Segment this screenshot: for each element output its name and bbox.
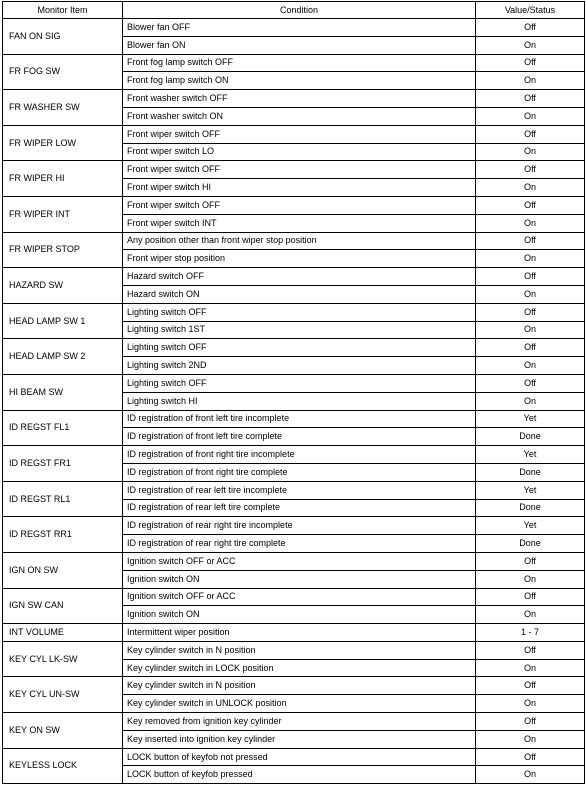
condition-cell: Front wiper switch LO (123, 143, 476, 161)
value-status-cell: Done (476, 535, 585, 553)
value-status-cell: On (476, 179, 585, 197)
condition-cell: Blower fan ON (123, 36, 476, 54)
monitor-item-cell: FR FOG SW (3, 54, 123, 90)
table-row (3, 517, 585, 535)
table-row (3, 481, 585, 499)
monitor-item-cell: FR WIPER LOW (3, 125, 123, 161)
table-row (3, 374, 585, 392)
table-row (3, 161, 585, 179)
table-row (3, 19, 585, 37)
value-status-cell: Off (476, 303, 585, 321)
value-status-cell: Off (476, 19, 585, 37)
monitor-item-cell: FR WIPER STOP (3, 232, 123, 268)
condition-cell: ID registration of front left tire incomplete (123, 410, 476, 428)
condition-cell: Front wiper stop position (123, 250, 476, 268)
value-status-cell: Done (476, 463, 585, 481)
value-status-cell: 1 - 7 (476, 624, 585, 642)
table-row (3, 641, 585, 659)
value-status-cell: Off (476, 232, 585, 250)
monitor-item-cell: HEAD LAMP SW 2 (3, 339, 123, 375)
condition-cell: Key removed from ignition key cylinder (123, 713, 476, 731)
value-status-cell: Off (476, 54, 585, 72)
condition-cell: Key cylinder switch in LOCK position (123, 659, 476, 677)
table-row (3, 339, 585, 357)
condition-cell: Any position other than front wiper stop position (123, 232, 476, 250)
condition-cell: Front wiper switch OFF (123, 161, 476, 179)
table-row (3, 268, 585, 286)
table-row (3, 196, 585, 214)
value-status-cell: On (476, 730, 585, 748)
condition-cell: Lighting switch OFF (123, 339, 476, 357)
monitor-item-cell: KEY ON SW (3, 713, 123, 749)
condition-cell: Ignition switch ON (123, 606, 476, 624)
condition-cell: Key cylinder switch in N position (123, 641, 476, 659)
condition-cell: Key cylinder switch in N position (123, 677, 476, 695)
monitor-item-cell: KEY CYL UN-SW (3, 677, 123, 713)
condition-cell: Front washer switch ON (123, 107, 476, 125)
value-status-cell: Off (476, 374, 585, 392)
condition-cell: Hazard switch ON (123, 285, 476, 303)
table-body (3, 19, 585, 784)
monitor-item-cell: IGN ON SW (3, 552, 123, 588)
condition-cell: LOCK button of keyfob not pressed (123, 748, 476, 766)
table-row (3, 713, 585, 731)
monitor-item-cell: KEY CYL LK-SW (3, 641, 123, 677)
table-row (3, 410, 585, 428)
value-status-cell: On (476, 606, 585, 624)
condition-cell: ID registration of rear left tire incomplete (123, 481, 476, 499)
value-status-cell: On (476, 357, 585, 375)
monitor-table-container (2, 1, 584, 784)
condition-cell: Lighting switch OFF (123, 303, 476, 321)
monitor-item-cell: IGN SW CAN (3, 588, 123, 624)
condition-cell: Front wiper switch OFF (123, 125, 476, 143)
value-status-cell: On (476, 695, 585, 713)
monitor-item-cell: FR WIPER HI (3, 161, 123, 197)
condition-cell: Front washer switch OFF (123, 90, 476, 108)
table-row (3, 624, 585, 642)
table-row (3, 677, 585, 695)
value-status-cell: Off (476, 677, 585, 695)
condition-cell: ID registration of rear right tire complete (123, 535, 476, 553)
table-row (3, 90, 585, 108)
monitor-item-cell: FR WASHER SW (3, 90, 123, 126)
condition-cell: ID registration of rear left tire complete (123, 499, 476, 517)
value-status-cell: Off (476, 748, 585, 766)
value-status-cell: Off (476, 552, 585, 570)
condition-cell: Front wiper switch INT (123, 214, 476, 232)
monitor-item-cell: ID REGST FR1 (3, 446, 123, 482)
value-status-cell: Off (476, 588, 585, 606)
value-status-cell: On (476, 766, 585, 784)
table-row (3, 748, 585, 766)
condition-cell: Ignition switch OFF or ACC (123, 552, 476, 570)
value-status-cell: On (476, 36, 585, 54)
condition-cell: Ignition switch OFF or ACC (123, 588, 476, 606)
value-status-cell: Off (476, 90, 585, 108)
value-status-cell: On (476, 250, 585, 268)
value-status-cell: On (476, 285, 585, 303)
condition-cell: Front wiper switch OFF (123, 196, 476, 214)
value-status-cell: Yet (476, 481, 585, 499)
condition-cell: Key cylinder switch in UNLOCK position (123, 695, 476, 713)
value-status-cell: On (476, 72, 585, 90)
condition-cell: Blower fan OFF (123, 19, 476, 37)
value-status-cell: On (476, 392, 585, 410)
monitor-item-cell: INT VOLUME (3, 624, 123, 642)
condition-cell: Lighting switch 1ST (123, 321, 476, 339)
condition-cell: ID registration of rear right tire incomplete (123, 517, 476, 535)
value-status-cell: Yet (476, 410, 585, 428)
monitor-item-cell: ID REGST RL1 (3, 481, 123, 517)
table-row (3, 446, 585, 464)
monitor-item-cell: ID REGST RR1 (3, 517, 123, 553)
condition-cell: ID registration of front left tire complete (123, 428, 476, 446)
value-status-cell: Done (476, 428, 585, 446)
condition-cell: Lighting switch HI (123, 392, 476, 410)
condition-cell: Front fog lamp switch OFF (123, 54, 476, 72)
table-row (3, 232, 585, 250)
monitor-item-cell: HAZARD SW (3, 268, 123, 304)
condition-cell: Hazard switch OFF (123, 268, 476, 286)
value-status-cell: On (476, 321, 585, 339)
value-status-cell: Off (476, 713, 585, 731)
monitor-item-cell: KEYLESS LOCK (3, 748, 123, 784)
condition-cell: Intermittent wiper position (123, 624, 476, 642)
condition-cell: ID registration of front right tire complete (123, 463, 476, 481)
value-status-cell: On (476, 214, 585, 232)
condition-cell: LOCK button of keyfob pressed (123, 766, 476, 784)
value-status-cell: Off (476, 196, 585, 214)
value-status-cell: Off (476, 268, 585, 286)
value-status-cell: On (476, 143, 585, 161)
table-row (3, 588, 585, 606)
table-row (3, 552, 585, 570)
monitor-item-cell: FAN ON SIG (3, 19, 123, 55)
value-status-cell: Off (476, 339, 585, 357)
condition-cell: Front wiper switch HI (123, 179, 476, 197)
condition-cell: Key inserted into ignition key cylinder (123, 730, 476, 748)
monitor-item-cell: HEAD LAMP SW 1 (3, 303, 123, 339)
value-status-cell: Off (476, 125, 585, 143)
monitor-item-cell: ID REGST FL1 (3, 410, 123, 446)
value-status-cell: Off (476, 641, 585, 659)
header-condition: Condition (123, 2, 476, 19)
value-status-cell: Yet (476, 517, 585, 535)
table-row (3, 54, 585, 72)
condition-cell: Front fog lamp switch ON (123, 72, 476, 90)
table-row (3, 125, 585, 143)
condition-cell: Lighting switch OFF (123, 374, 476, 392)
monitor-item-table (2, 1, 585, 784)
value-status-cell: On (476, 107, 585, 125)
header-monitor-item: Monitor Item (3, 2, 123, 19)
condition-cell: Ignition switch ON (123, 570, 476, 588)
value-status-cell: Done (476, 499, 585, 517)
condition-cell: Lighting switch 2ND (123, 357, 476, 375)
monitor-item-cell: FR WIPER INT (3, 196, 123, 232)
value-status-cell: Off (476, 161, 585, 179)
header-value-status: Value/Status (476, 2, 585, 19)
condition-cell: ID registration of front right tire incomplete (123, 446, 476, 464)
value-status-cell: Yet (476, 446, 585, 464)
value-status-cell: On (476, 570, 585, 588)
monitor-item-cell: HI BEAM SW (3, 374, 123, 410)
value-status-cell: On (476, 659, 585, 677)
table-header-row (3, 2, 585, 19)
table-row (3, 303, 585, 321)
